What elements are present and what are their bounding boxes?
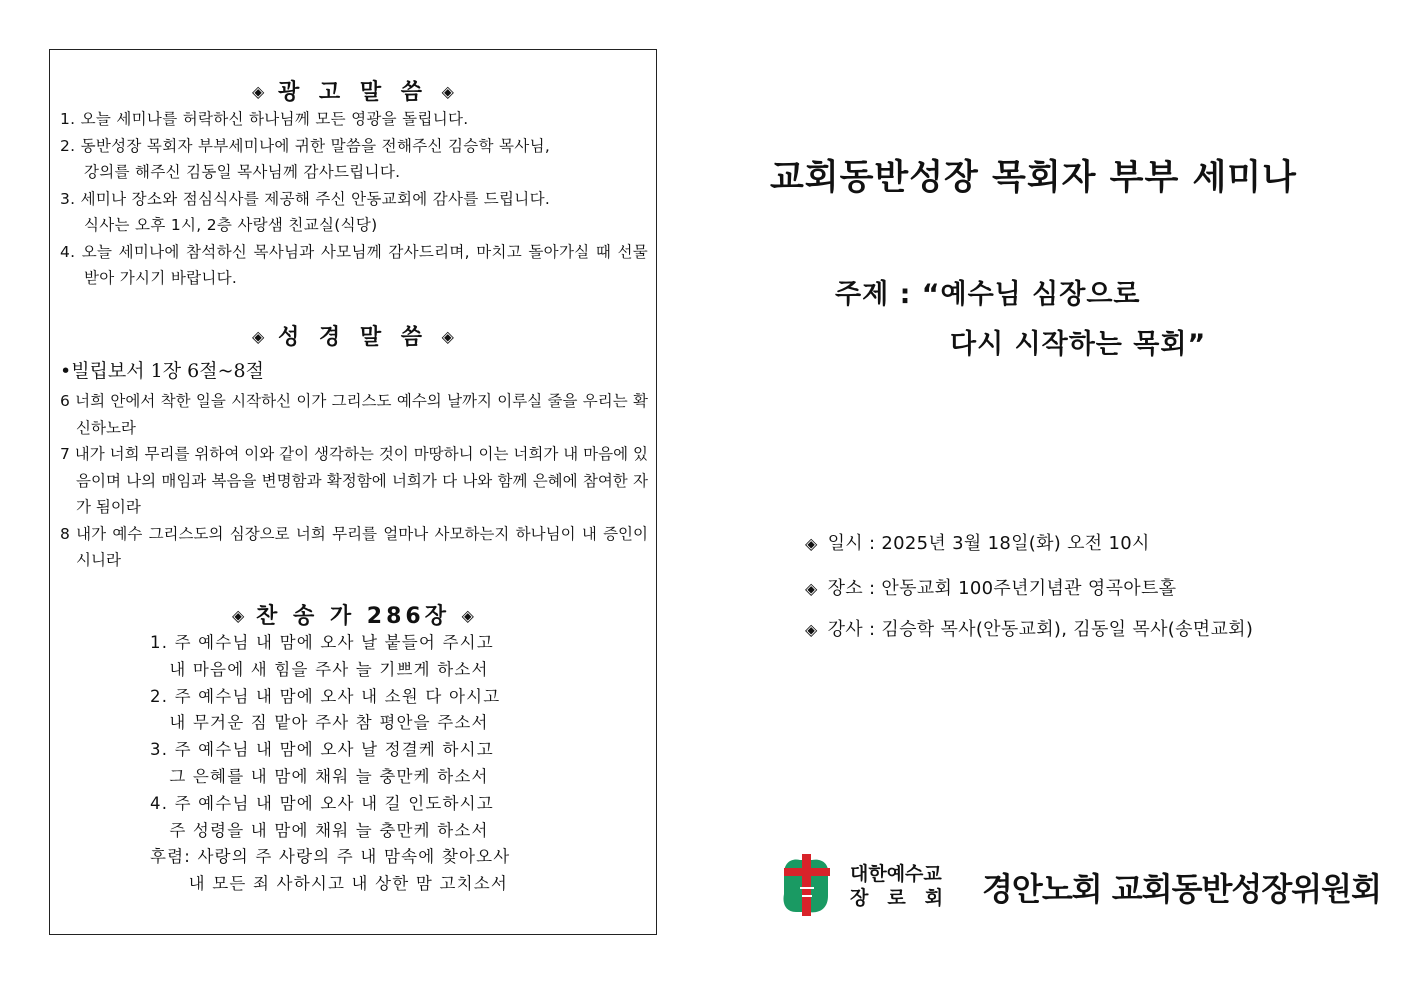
hymn-line: 3. 주 예수님 내 맘에 오사 날 정결케 하시고 bbox=[150, 740, 494, 760]
denomination-line-1: 대한예수교 bbox=[850, 863, 942, 885]
diamond-icon: ◈ bbox=[232, 606, 245, 625]
info-place bbox=[805, 574, 1176, 600]
bulletin-cover bbox=[700, 0, 1403, 992]
church-logo-icon bbox=[778, 852, 834, 918]
denomination-label bbox=[850, 862, 962, 910]
diamond-icon: ◈ bbox=[805, 620, 818, 639]
announcement-item-cont: 식사는 오후 1시, 2층 사랑샘 친교실(식당) bbox=[84, 216, 378, 234]
announcement-item: 3. 세미나 장소와 점심식사를 제공해 주신 안동교회에 감사를 드립니다. bbox=[60, 189, 551, 208]
announcement-item: 2. 동반성장 목회자 부부세미나에 귀한 말씀을 전해주신 김승학 목사님, bbox=[60, 136, 551, 155]
announcements-heading bbox=[50, 75, 656, 106]
seminar-title: 교회동반성장 목회자 부부 세미나 bbox=[770, 158, 1297, 198]
diamond-icon: ◈ bbox=[441, 327, 454, 346]
hymn-line: 그 은혜를 내 맘에 채워 늘 충만케 하소서 bbox=[150, 766, 489, 786]
announcements-title: 광 고 말 씀 bbox=[278, 80, 428, 105]
hymn-title: 찬 송 가 286장 bbox=[256, 604, 450, 629]
scripture-verse: 8 내가 예수 그리스도의 심장으로 너희 무리를 얼마나 사모하는지 하나님이 내 증인이시니라 bbox=[60, 524, 648, 569]
hymn-line: 주 성령을 내 맘에 채워 늘 충만케 하소서 bbox=[150, 820, 489, 840]
hymn-line: 4. 주 예수님 내 맘에 오사 내 길 인도하시고 bbox=[150, 793, 494, 813]
diamond-icon: ◈ bbox=[441, 82, 454, 101]
diamond-icon: ◈ bbox=[805, 534, 818, 553]
scripture-verse: 6 너희 안에서 착한 일을 시작하신 이가 그리스도 예수의 날까지 이루실 줄을 우리는 확신하노라 bbox=[60, 392, 648, 437]
scripture-verse: 7 내가 너희 무리를 위하여 이와 같이 생각하는 것이 마땅하니 이는 너희가 내 마음에 있음이며 나의 매임과 복음을 변명함과 확정함에 너희가 다 나와 함께 은혜에 참여한 자가 됨이라 bbox=[60, 445, 648, 516]
hymn-line: 내 마음에 새 힘을 주사 늘 기쁘게 하소서 bbox=[150, 659, 489, 679]
hymn-heading bbox=[50, 599, 656, 630]
announcement-item: 4. 오늘 세미나에 참석하신 목사님과 사모님께 감사드리며, 마치고 돌아가실 때 선물 받아 가시기 바랍니다. bbox=[60, 242, 648, 287]
hymn-lyrics bbox=[150, 630, 510, 898]
diamond-icon: ◈ bbox=[805, 579, 818, 598]
scripture-title: 성 경 말 씀 bbox=[278, 325, 428, 350]
scripture-heading bbox=[50, 320, 656, 351]
diamond-icon: ◈ bbox=[252, 82, 265, 101]
theme-line-2: 다시 시작하는 목회” bbox=[950, 329, 1207, 360]
hymn-line: 2. 주 예수님 내 맘에 오사 내 소원 다 아시고 bbox=[150, 686, 501, 706]
announcements-list bbox=[60, 106, 648, 292]
diamond-icon: ◈ bbox=[461, 606, 474, 625]
info-speakers-text: 강사 : 김승학 목사(안동교회), 김동일 목사(송면교회) bbox=[827, 619, 1254, 640]
hymn-line: 내 모든 죄 사하시고 내 상한 맘 고치소서 bbox=[150, 874, 509, 894]
info-speakers bbox=[805, 615, 1253, 641]
theme-line-1: 주제 : “예수님 심장으로 bbox=[835, 279, 1141, 310]
hymn-line: 내 무거운 짐 맡아 주사 참 평안을 주소서 bbox=[150, 713, 489, 733]
bulletin-left-panel bbox=[49, 49, 657, 935]
announcement-item-cont: 강의를 해주신 김동일 목사님께 감사드립니다. bbox=[84, 163, 401, 181]
organization-name: 경안노회 교회동반성장위원회 bbox=[982, 870, 1381, 908]
info-date-text: 일시 : 2025년 3월 18일(화) 오전 10시 bbox=[827, 533, 1150, 554]
announcement-item: 1. 오늘 세미나를 허락하신 하나님께 모든 영광을 돌립니다. bbox=[60, 110, 469, 128]
diamond-icon: ◈ bbox=[252, 327, 265, 346]
scripture-verses bbox=[60, 388, 648, 574]
denomination-line-2: 장로회 bbox=[850, 887, 963, 909]
scripture-reference: •빌립보서 1장 6절~8절 bbox=[60, 360, 264, 382]
info-place-text: 장소 : 안동교회 100주년기념관 영곡아트홀 bbox=[827, 578, 1177, 599]
hymn-line: 후렴: 사랑의 주 사랑의 주 내 맘속에 찾아오사 bbox=[150, 847, 511, 867]
hymn-line: 1. 주 예수님 내 맘에 오사 날 붙들어 주시고 bbox=[150, 633, 494, 652]
info-date bbox=[805, 529, 1150, 555]
